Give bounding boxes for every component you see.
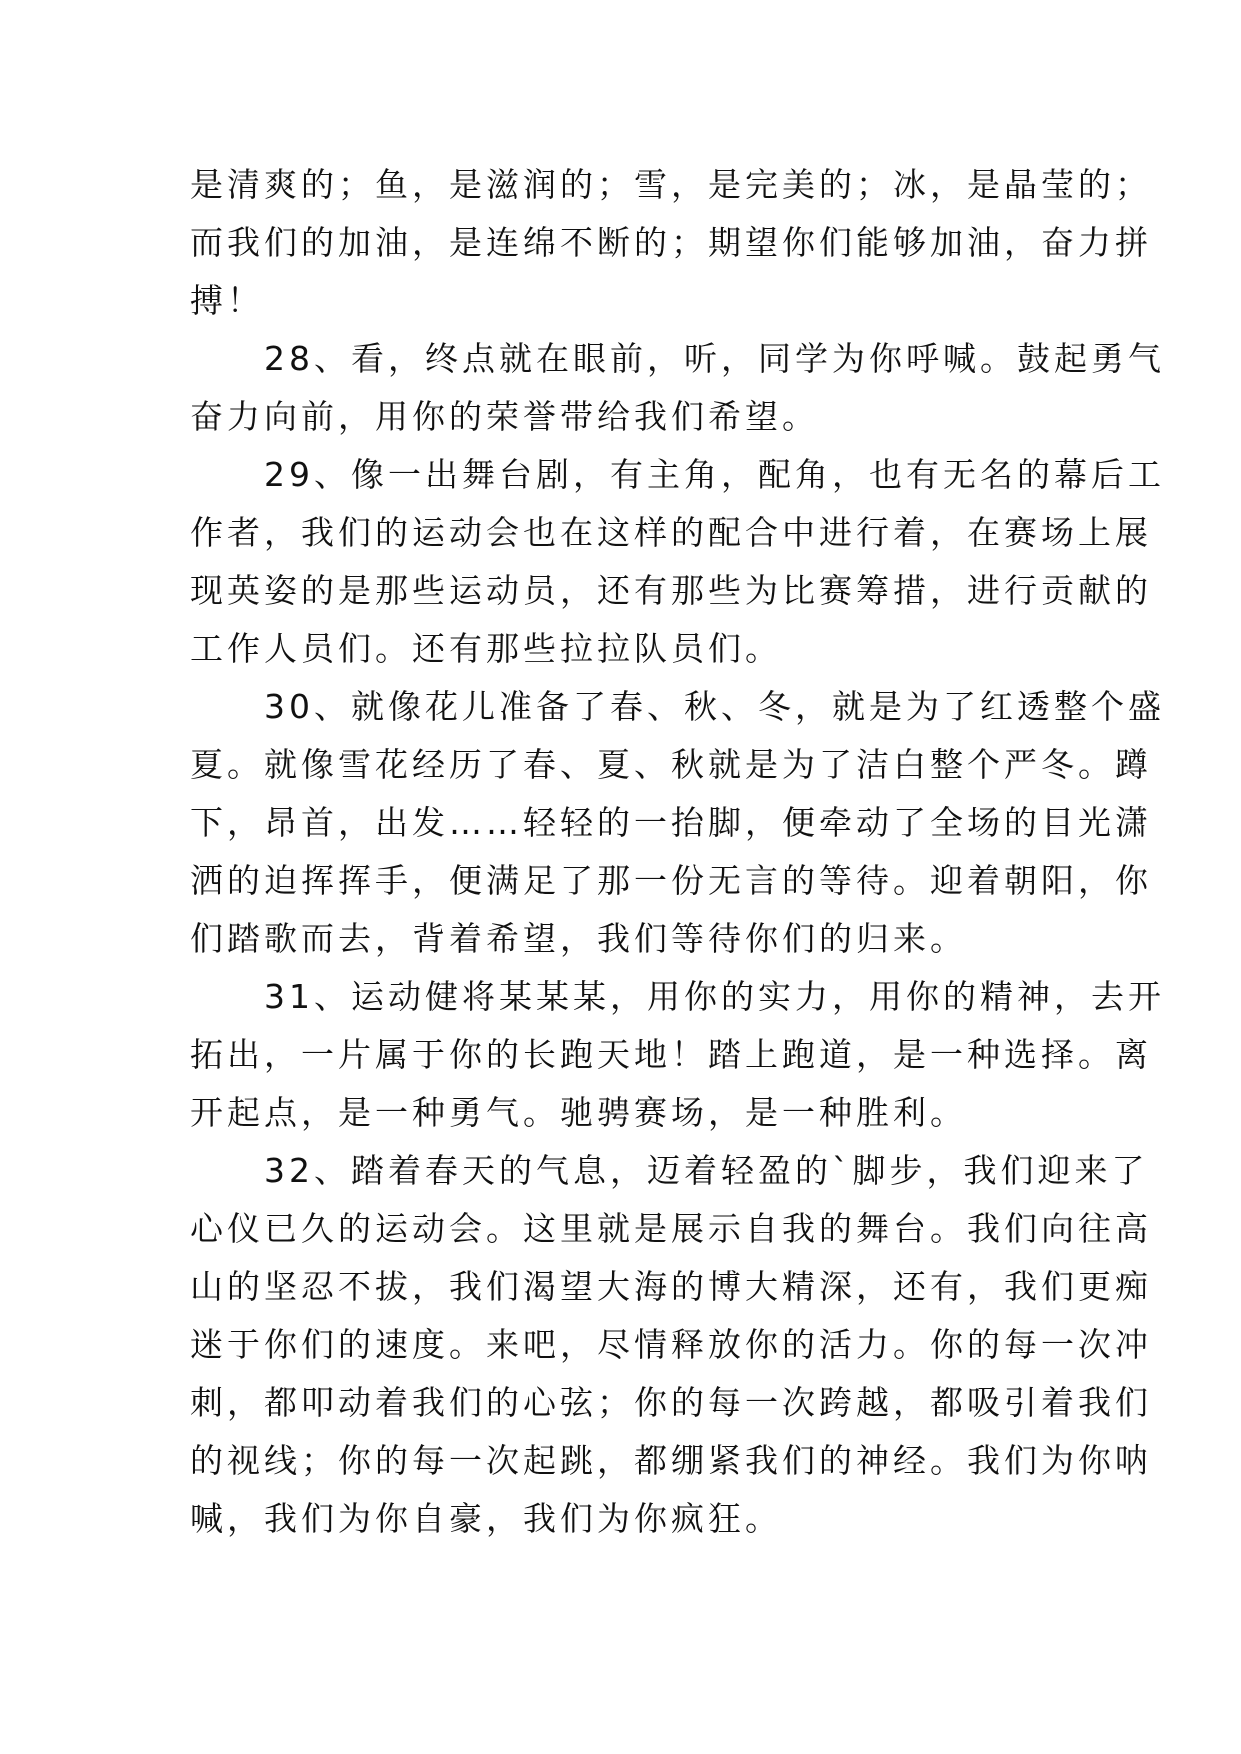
text-line: 们踏歌而去，背着希望，我们等待你们的归来。 xyxy=(190,919,967,958)
text-line: 心仪已久的运动会。这里就是展示自我的舞台。我们向往高 xyxy=(190,1209,1152,1248)
text-line: 山的坚忍不拔，我们渴望大海的博大精深，还有，我们更痴 xyxy=(190,1267,1152,1306)
text-line: 29、像一出舞台剧，有主角，配角，也有无名的幕后工 xyxy=(190,455,1165,494)
text-line: 拓出，一片属于你的长跑天地！踏上跑道，是一种选择。离 xyxy=(190,1035,1152,1074)
text-line: 作者，我们的运动会也在这样的配合中进行着，在赛场上展 xyxy=(190,513,1152,552)
text-line: 30、就像花儿准备了春、秋、冬，就是为了红透整个盛 xyxy=(190,687,1165,726)
text-line: 洒的迫挥挥手，便满足了那一份无言的等待。迎着朝阳，你 xyxy=(190,861,1152,900)
text-line: 迷于你们的速度。来吧，尽情释放你的活力。你的每一次冲 xyxy=(190,1325,1152,1364)
text-line: 是清爽的；鱼，是滋润的；雪，是完美的；冰，是晶莹的； xyxy=(190,165,1152,204)
text-line: 的视线；你的每一次起跳，都绷紧我们的神经。我们为你呐 xyxy=(190,1441,1152,1480)
text-line: 现英姿的是那些运动员，还有那些为比赛筹措，进行贡献的 xyxy=(190,571,1152,610)
text-line: 刺，都叩动着我们的心弦；你的每一次跨越，都吸引着我们 xyxy=(190,1383,1152,1422)
text-line: 而我们的加油，是连绵不断的；期望你们能够加油，奋力拼 xyxy=(190,223,1152,262)
text-line: 开起点，是一种勇气。驰骋赛场，是一种胜利。 xyxy=(190,1093,967,1132)
text-line: 工作人员们。还有那些拉拉队员们。 xyxy=(190,629,782,668)
text-line: 下，昂首，出发……轻轻的一抬脚，便牵动了全场的目光潇 xyxy=(190,803,1152,842)
body-text xyxy=(190,156,1165,1548)
text-line: 奋力向前，用你的荣誉带给我们希望。 xyxy=(190,397,819,436)
text-line: 喊，我们为你自豪，我们为你疯狂。 xyxy=(190,1499,782,1538)
text-line: 28、看，终点就在眼前，听，同学为你呼喊。鼓起勇气 xyxy=(190,339,1165,378)
text-line: 搏！ xyxy=(190,281,264,320)
text-line: 夏。就像雪花经历了春、夏、秋就是为了洁白整个严冬。蹲 xyxy=(190,745,1152,784)
text-line: 31、运动健将某某某，用你的实力，用你的精神，去开 xyxy=(190,977,1165,1016)
text-line: 32、踏着春天的气息，迈着轻盈的`脚步，我们迎来了 xyxy=(190,1151,1149,1190)
